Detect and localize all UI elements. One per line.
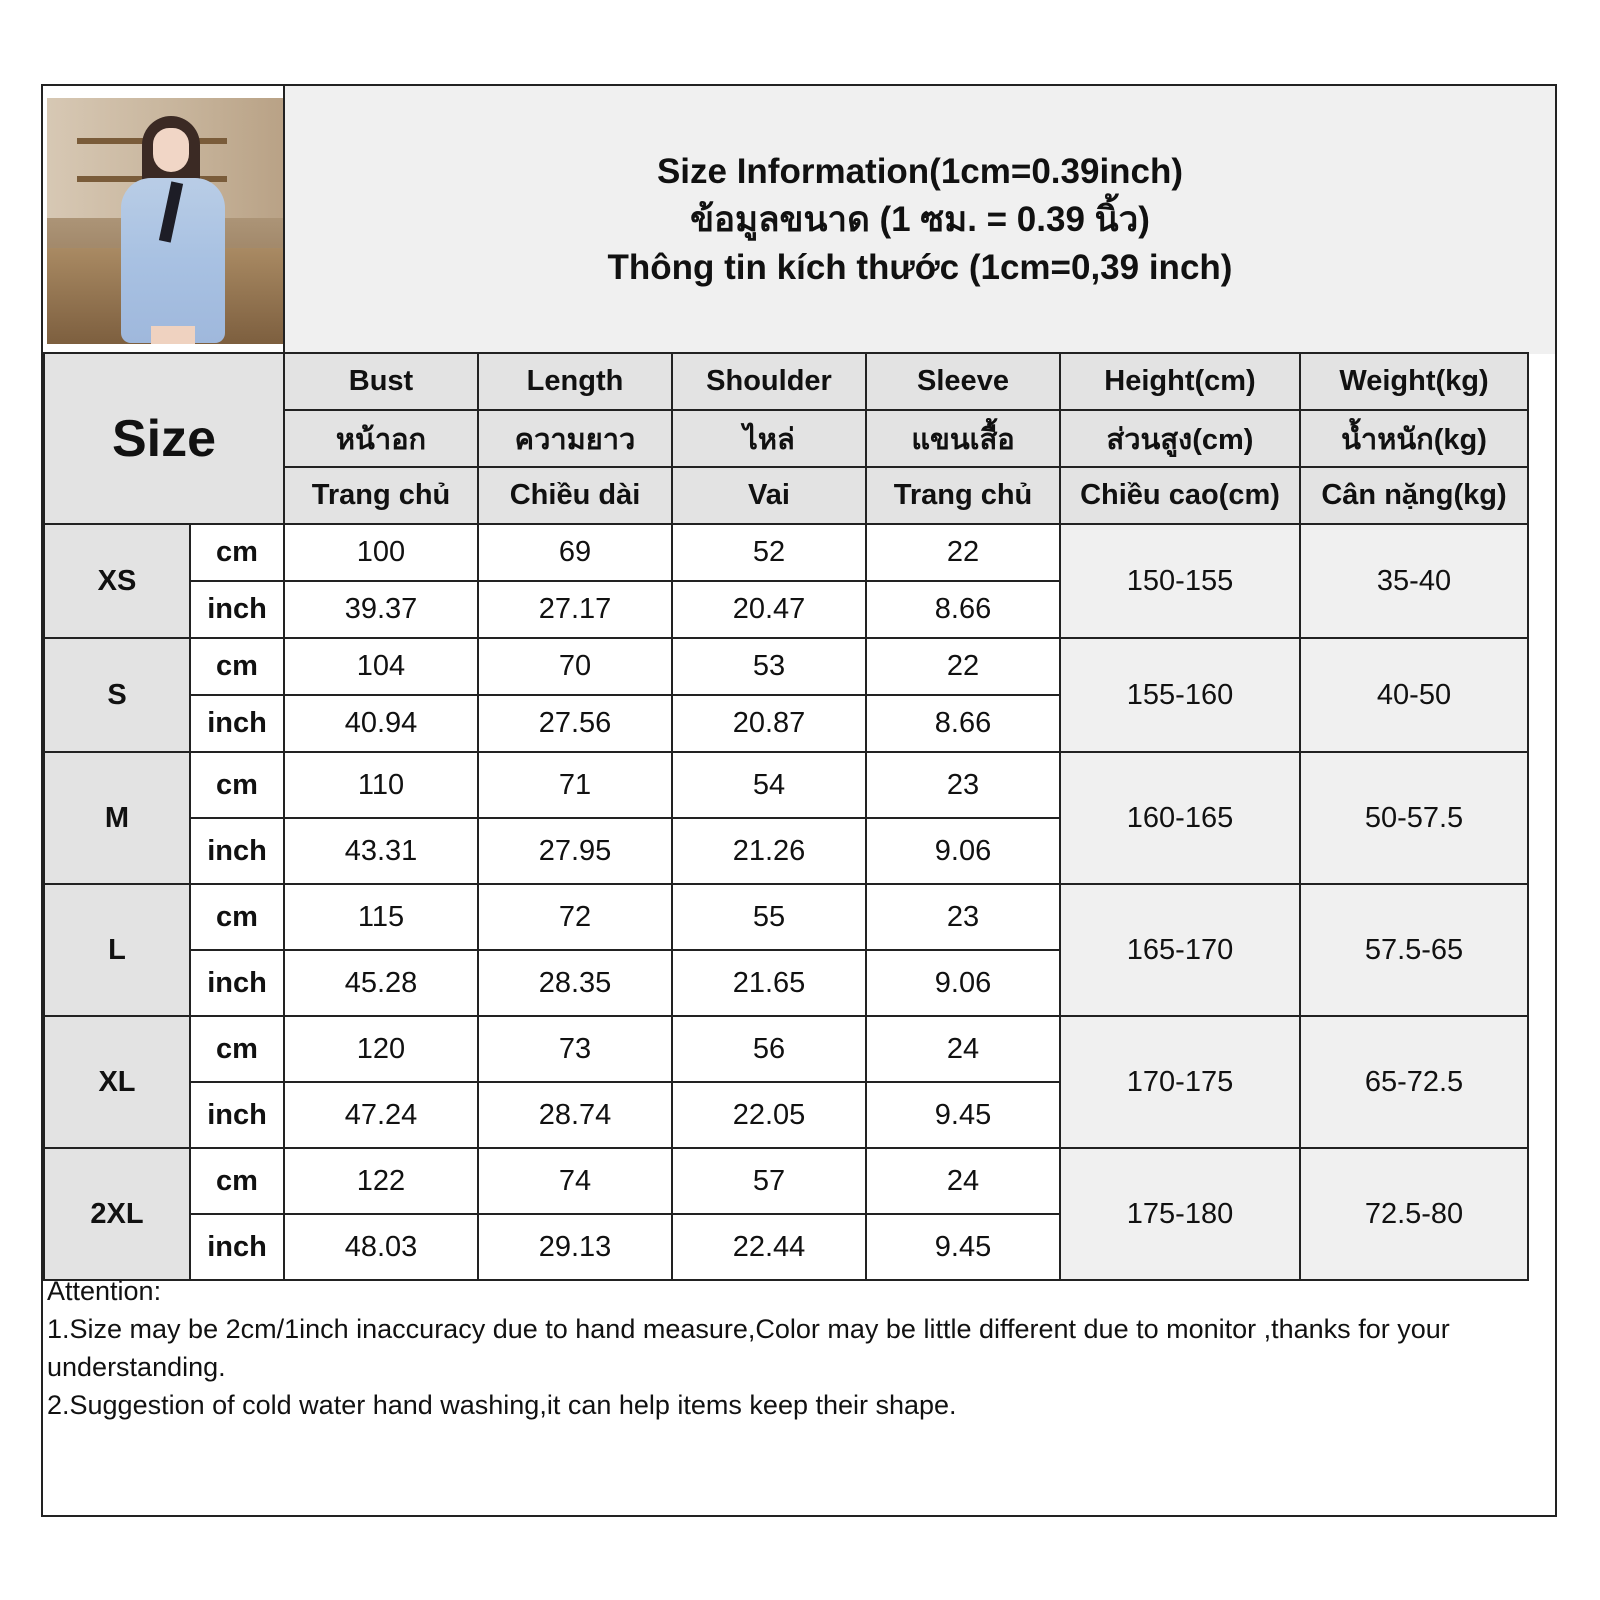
measurement-cell: 57 (672, 1148, 866, 1214)
measurement-cell: 56 (672, 1016, 866, 1082)
measurement-cell: 9.06 (866, 818, 1060, 884)
weight-range-cell: 65-72.5 (1300, 1016, 1528, 1148)
measurement-cell: 9.06 (866, 950, 1060, 1016)
unit-label: cm (190, 1148, 284, 1214)
weight-range-cell: 57.5-65 (1300, 884, 1528, 1016)
size-table (43, 352, 1529, 1281)
measurement-cell: 48.03 (284, 1214, 478, 1280)
note-item-2: 2.Suggestion of cold water hand washing,it can help items keep their shape. (47, 1390, 957, 1420)
measurement-cell: 8.66 (866, 581, 1060, 638)
title-vietnamese: Thông tin kích thước (1cm=0,39 inch) (607, 248, 1233, 287)
measurement-cell: 22 (866, 638, 1060, 695)
measurement-cell: 110 (284, 752, 478, 818)
col-header-length-vi: Chiều dài (478, 467, 672, 524)
col-header-bust-th: หน้าอก (284, 410, 478, 467)
measurement-cell: 20.47 (672, 581, 866, 638)
measurement-cell: 24 (866, 1148, 1060, 1214)
note-item-1: 1.Size may be 2cm/1inch inaccuracy due to hand measure,Color may be little different due to monitor ,thanks for your understanding. (47, 1314, 1450, 1382)
col-header-bust-vi: Trang chủ (284, 467, 478, 524)
measurement-cell: 29.13 (478, 1214, 672, 1280)
height-range-cell: 155-160 (1060, 638, 1300, 752)
unit-label: inch (190, 950, 284, 1016)
table-row (44, 1016, 1528, 1082)
table-row (44, 752, 1528, 818)
measurement-cell: 27.56 (478, 695, 672, 752)
measurement-cell: 71 (478, 752, 672, 818)
weight-range-cell: 35-40 (1300, 524, 1528, 638)
col-header-shoulder-th: ไหล่ (672, 410, 866, 467)
measurement-cell: 69 (478, 524, 672, 581)
height-range-cell: 175-180 (1060, 1148, 1300, 1280)
unit-label: cm (190, 884, 284, 950)
col-header-weight-vi: Cân nặng(kg) (1300, 467, 1528, 524)
measurement-cell: 22 (866, 524, 1060, 581)
measurement-cell: 22.44 (672, 1214, 866, 1280)
measurement-cell: 27.17 (478, 581, 672, 638)
measurement-cell: 55 (672, 884, 866, 950)
size-label: L (44, 884, 190, 1016)
measurement-cell: 9.45 (866, 1082, 1060, 1148)
product-photo (47, 98, 283, 344)
col-header-bust-en: Bust (284, 353, 478, 410)
measurement-cell: 45.28 (284, 950, 478, 1016)
measurement-cell: 27.95 (478, 818, 672, 884)
measurement-cell: 24 (866, 1016, 1060, 1082)
measurement-cell: 73 (478, 1016, 672, 1082)
col-header-height-vi: Chiều cao(cm) (1060, 467, 1300, 524)
col-header-height-th: ส่วนสูง(cm) (1060, 410, 1300, 467)
unit-label: cm (190, 1016, 284, 1082)
measurement-cell: 23 (866, 752, 1060, 818)
col-header-weight-th: น้ำหนัก(kg) (1300, 410, 1528, 467)
measurement-cell: 9.45 (866, 1214, 1060, 1280)
col-header-weight-en: Weight(kg) (1300, 353, 1528, 410)
measurement-cell: 115 (284, 884, 478, 950)
table-row (44, 524, 1528, 581)
unit-label: inch (190, 695, 284, 752)
title-thai: ข้อมูลขนาด (1 ซม. = 0.39 นิ้ว) (690, 200, 1150, 239)
size-label: XL (44, 1016, 190, 1148)
measurement-cell: 104 (284, 638, 478, 695)
col-header-shoulder-vi: Vai (672, 467, 866, 524)
size-header-cell: Size (44, 353, 284, 524)
weight-range-cell: 40-50 (1300, 638, 1528, 752)
height-range-cell: 170-175 (1060, 1016, 1300, 1148)
col-header-sleeve-en: Sleeve (866, 353, 1060, 410)
measurement-cell: 122 (284, 1148, 478, 1214)
size-label: S (44, 638, 190, 752)
col-header-length-en: Length (478, 353, 672, 410)
measurement-cell: 52 (672, 524, 866, 581)
measurement-cell: 21.65 (672, 950, 866, 1016)
unit-label: cm (190, 524, 284, 581)
height-range-cell: 150-155 (1060, 524, 1300, 638)
measurement-cell: 100 (284, 524, 478, 581)
weight-range-cell: 50-57.5 (1300, 752, 1528, 884)
measurement-cell: 70 (478, 638, 672, 695)
unit-label: inch (190, 1214, 284, 1280)
size-label: M (44, 752, 190, 884)
size-chart-sheet (41, 84, 1557, 1517)
measurement-cell: 120 (284, 1016, 478, 1082)
weight-range-cell: 72.5-80 (1300, 1148, 1528, 1280)
measurement-cell: 72 (478, 884, 672, 950)
measurement-cell: 23 (866, 884, 1060, 950)
unit-label: cm (190, 638, 284, 695)
measurement-cell: 28.74 (478, 1082, 672, 1148)
measurement-cell: 20.87 (672, 695, 866, 752)
measurement-cell: 39.37 (284, 581, 478, 638)
measurement-cell: 21.26 (672, 818, 866, 884)
unit-label: inch (190, 1082, 284, 1148)
col-header-height-en: Height(cm) (1060, 353, 1300, 410)
measurement-cell: 22.05 (672, 1082, 866, 1148)
measurement-cell: 40.94 (284, 695, 478, 752)
height-range-cell: 160-165 (1060, 752, 1300, 884)
header-box (283, 86, 1555, 354)
attention-notes (47, 1272, 1547, 1424)
table-row (44, 638, 1528, 695)
col-header-shoulder-en: Shoulder (672, 353, 866, 410)
size-label: XS (44, 524, 190, 638)
measurement-cell: 47.24 (284, 1082, 478, 1148)
size-label: 2XL (44, 1148, 190, 1280)
measurement-cell: 74 (478, 1148, 672, 1214)
unit-label: inch (190, 581, 284, 638)
unit-label: cm (190, 752, 284, 818)
table-row (44, 884, 1528, 950)
measurement-cell: 28.35 (478, 950, 672, 1016)
measurement-cell: 8.66 (866, 695, 1060, 752)
height-range-cell: 165-170 (1060, 884, 1300, 1016)
unit-label: inch (190, 818, 284, 884)
col-header-sleeve-th: แขนเสื้อ (866, 410, 1060, 467)
header-row-english (44, 353, 1528, 410)
title-english: Size Information(1cm=0.39inch) (656, 152, 1184, 191)
notes-title: Attention: (47, 1276, 162, 1306)
table-row (44, 1148, 1528, 1214)
col-header-sleeve-vi: Trang chủ (866, 467, 1060, 524)
measurement-cell: 54 (672, 752, 866, 818)
col-header-length-th: ความยาว (478, 410, 672, 467)
measurement-cell: 53 (672, 638, 866, 695)
measurement-cell: 43.31 (284, 818, 478, 884)
